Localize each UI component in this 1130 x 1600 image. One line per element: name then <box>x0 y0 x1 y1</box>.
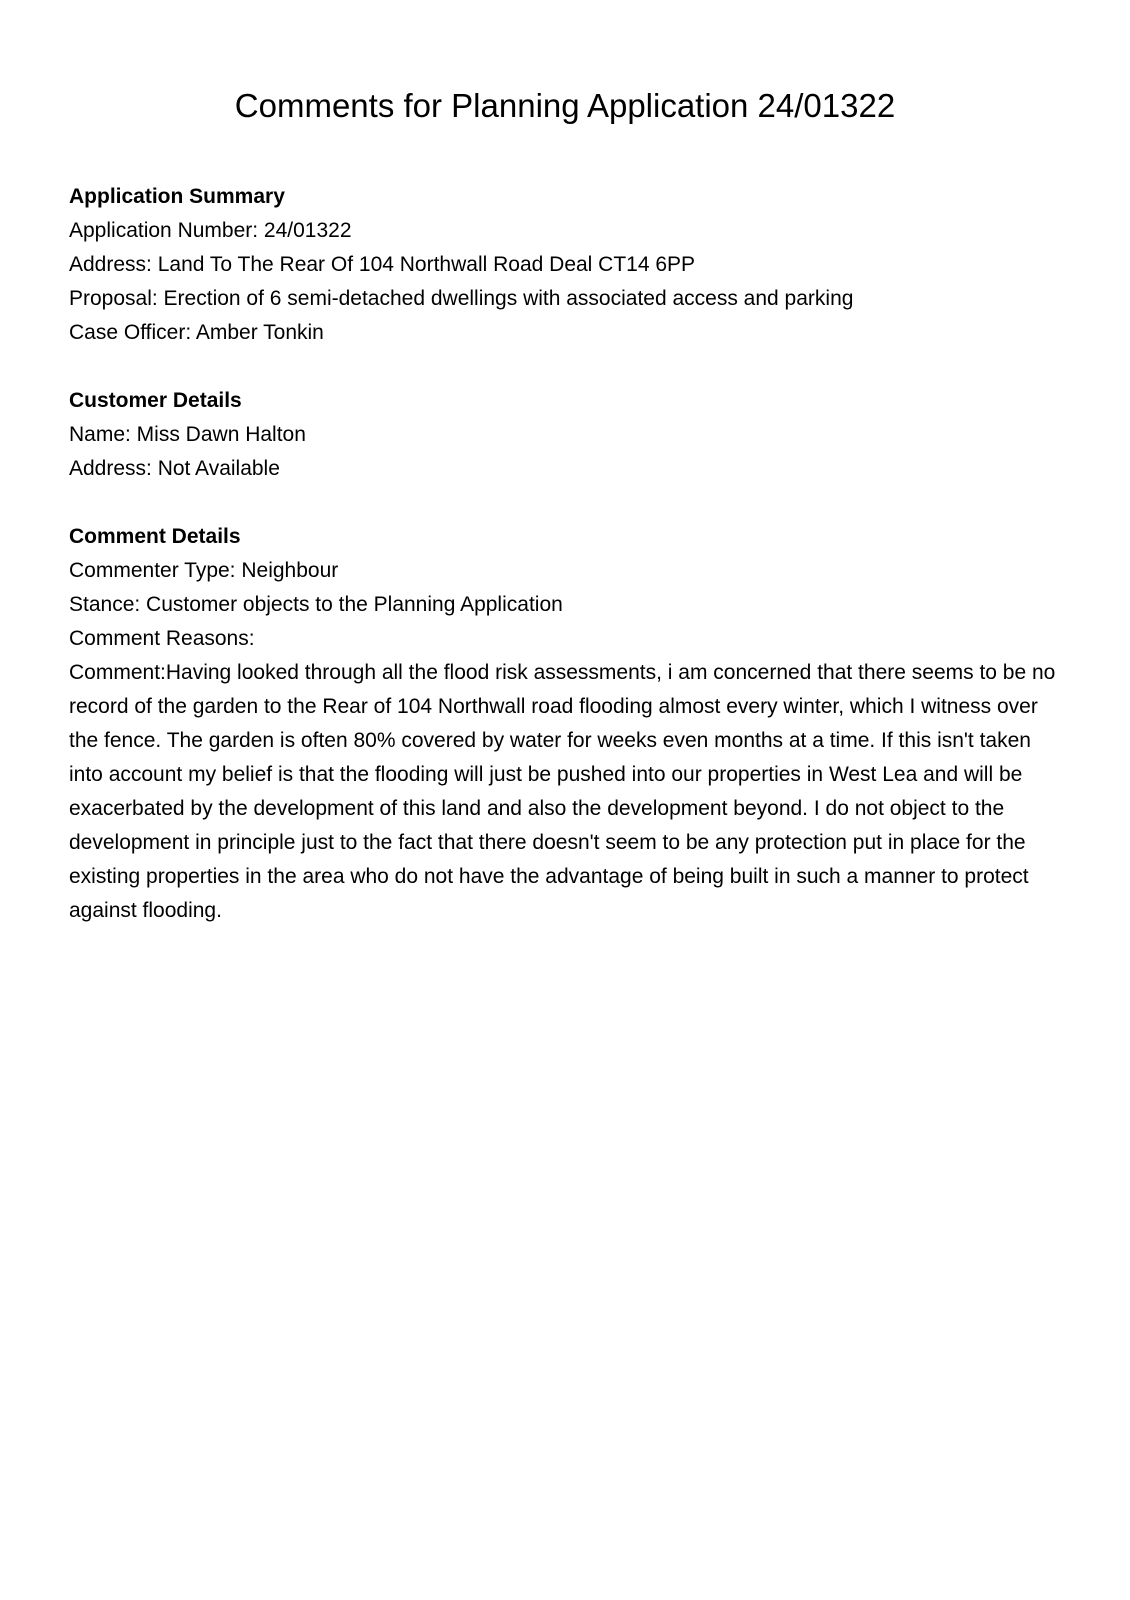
customer-address: Address: Not Available <box>69 457 280 480</box>
application-proposal: Proposal: Erection of 6 semi-detached dwellings with associated access and parking <box>69 287 854 310</box>
customer-details-heading: Customer Details <box>69 389 242 412</box>
application-number: Application Number: 24/01322 <box>69 219 352 242</box>
stance: Stance: Customer objects to the Planning Application <box>69 593 563 616</box>
customer-details-section <box>69 384 1069 486</box>
comment-text: Comment:Having looked through all the flood risk assessments, i am concerned that there seems to be no record of the garden to the Rear of 104 Northwall road flooding almost every winter, which I witness over the fence. The garden is often 80% covered by water for weeks even months at a time. If this isn't taken into account my belief is that the flooding will just be pushed into our properties in West Lea and will be exacerbated by the development of this land and also the development beyond. I do not object to the development in principle just to the fact that there doesn't seem to be any protection put in place for the existing properties in the area who do not have the advantage of being built in such a manner to protect against flooding. <box>69 661 1056 922</box>
document-content <box>69 180 1069 962</box>
case-officer: Case Officer: Amber Tonkin <box>69 321 324 344</box>
customer-name: Name: Miss Dawn Halton <box>69 423 306 446</box>
commenter-type: Commenter Type: Neighbour <box>69 559 339 582</box>
comment-details-section <box>69 520 1069 928</box>
comment-reasons: Comment Reasons: <box>69 627 255 650</box>
application-summary-heading: Application Summary <box>69 185 285 208</box>
comment-details-heading: Comment Details <box>69 525 241 548</box>
page-title: Comments for Planning Application 24/01322 <box>234 87 896 124</box>
application-address: Address: Land To The Rear Of 104 Northwall Road Deal CT14 6PP <box>69 253 696 276</box>
application-summary-section <box>69 180 1069 350</box>
